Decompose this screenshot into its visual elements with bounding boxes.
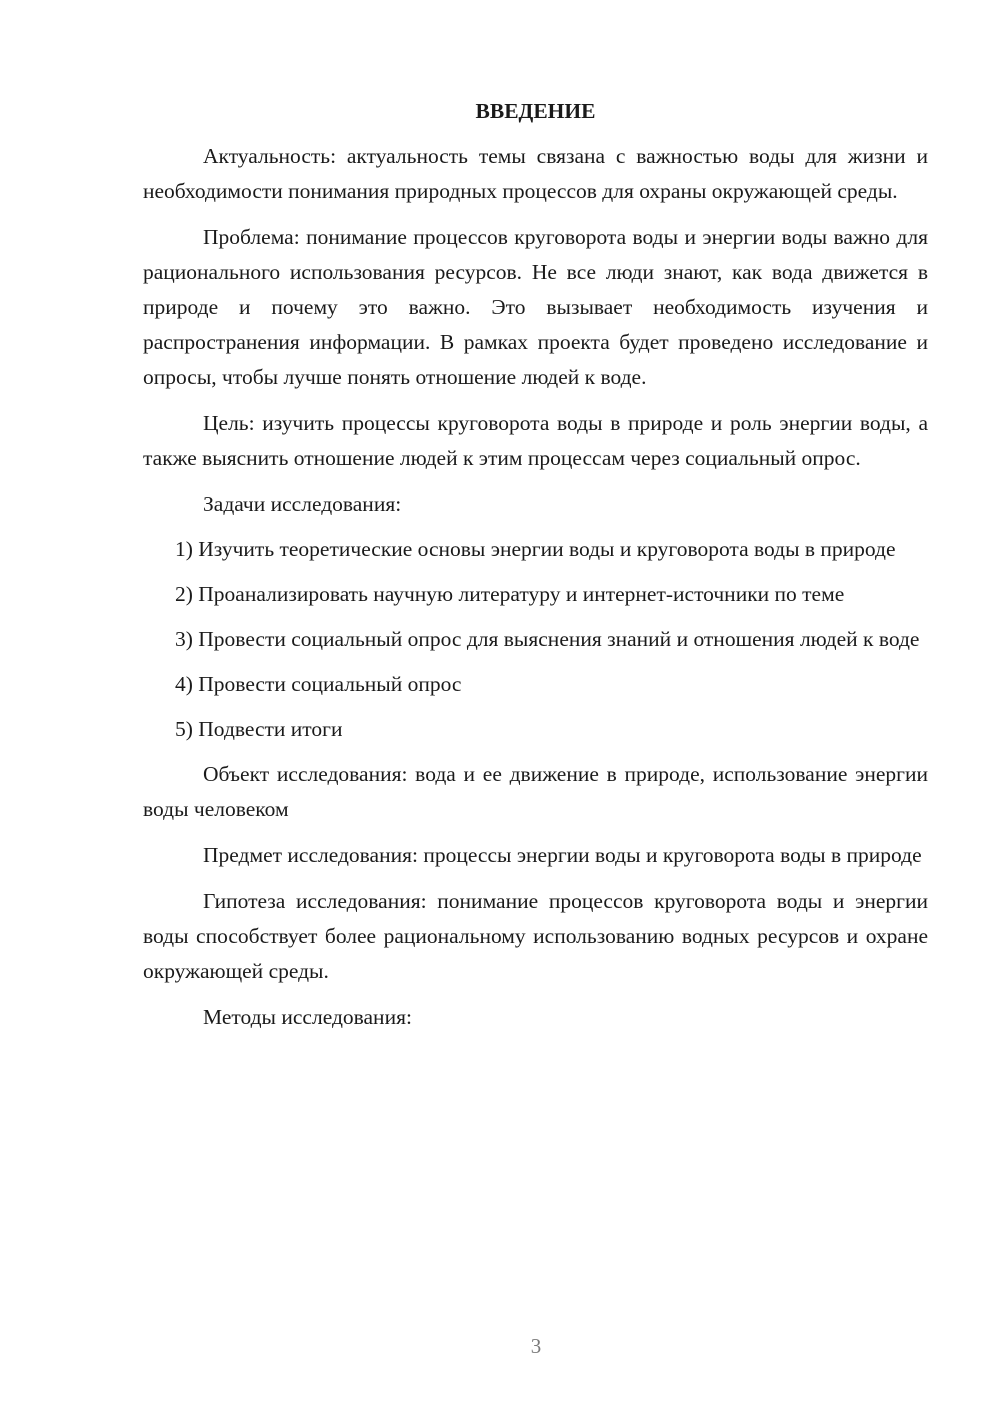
subject-paragraph: Предмет исследования: процессы энергии воды и круговорота воды в природе xyxy=(203,843,922,867)
task-item-3: 3) Провести социальный опрос для выяснения знаний и отношения людей к воде xyxy=(175,627,920,651)
problem-paragraph: Проблема: понимание процессов круговорота воды и энергии воды важно для рационального использования ресурсов. Не все люди знают, как вода движется в природе и почему это важно. Это вызывает необходимость изучения и распространения информации. В рамках проекта будет проведено исследование и опросы, чтобы лучше понять отношение людей к воде. xyxy=(143,225,928,389)
task-item-4: 4) Провести социальный опрос xyxy=(175,672,462,696)
hypothesis-paragraph: Гипотеза исследования: понимание процессов круговорота воды и энергии воды способствует более рациональному использованию водных ресурсов и охране окружающей среды. xyxy=(143,889,928,983)
task-item-2: 2) Проанализировать научную литературу и интернет-источники по теме xyxy=(175,582,845,606)
tasks-heading: Задачи исследования: xyxy=(203,492,402,516)
relevance-paragraph: Актуальность: актуальность темы связана с важностью воды для жизни и необходимости понимания природных процессов для охраны окружающей среды. xyxy=(143,144,928,203)
section-title: ВВЕДЕНИЕ xyxy=(475,99,596,123)
page-content xyxy=(143,94,928,1046)
page-number: 3 xyxy=(530,1334,542,1358)
methods-heading: Методы исследования: xyxy=(203,1005,412,1029)
goal-paragraph: Цель: изучить процессы круговорота воды в природе и роль энергии воды, а также выяснить отношение людей к этим процессам через социальный опрос. xyxy=(143,411,928,470)
task-item-1: 1) Изучить теоретические основы энергии воды и круговорота воды в природе xyxy=(175,537,896,561)
task-item-5: 5) Подвести итоги xyxy=(175,717,343,741)
object-paragraph: Объект исследования: вода и ее движение в природе, использование энергии воды человеком xyxy=(143,762,928,821)
